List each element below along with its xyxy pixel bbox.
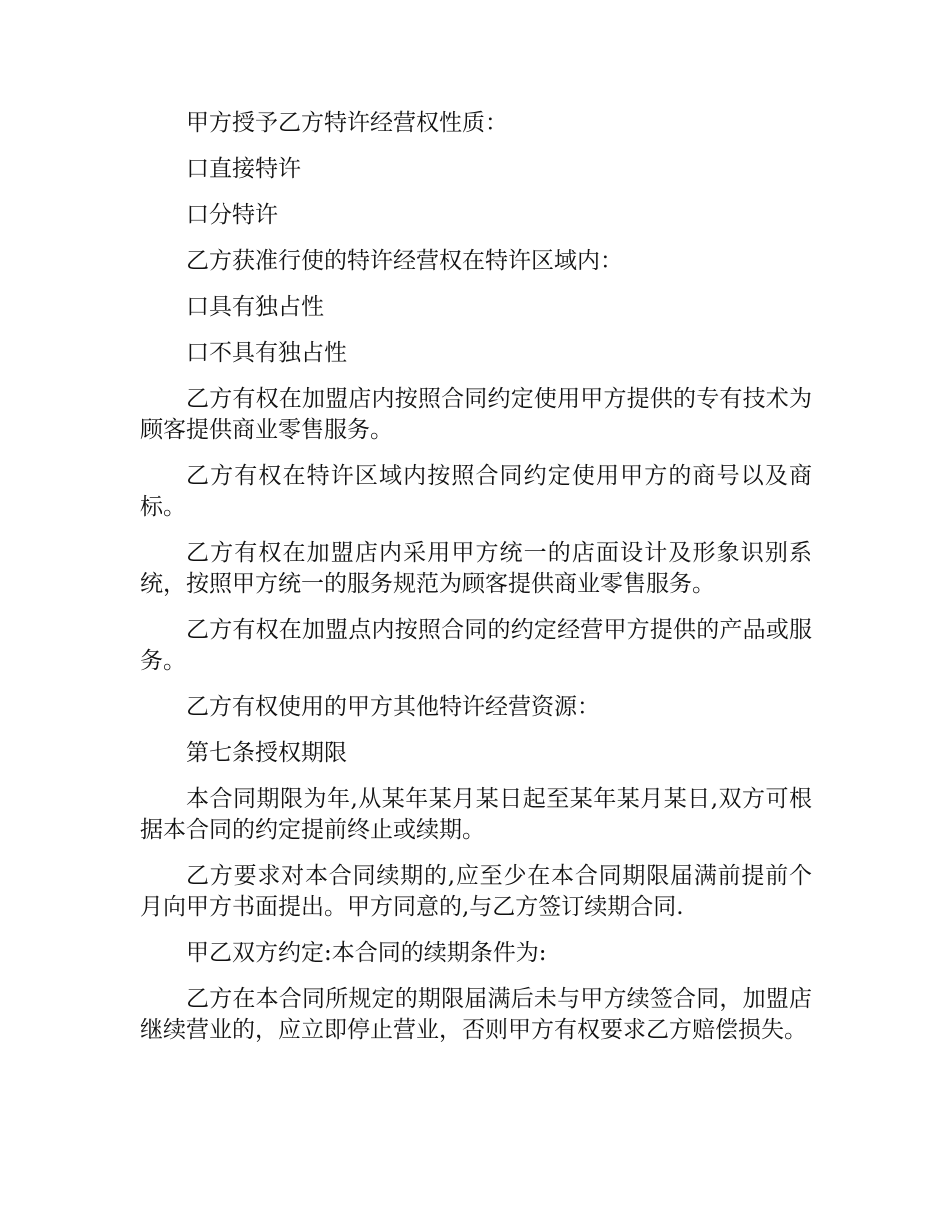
section-heading-term: 第七条授权期限 xyxy=(186,740,347,766)
paragraph-products-right: 乙方有权在加盟点内按照合同的约定经营甲方提供的产品或服务。 xyxy=(140,617,812,674)
paragraph-renewal-request: 乙方要求对本合同续期的,应至少在本合同期限届满前提前个月向甲方书面提出。甲方同意的,与乙方签订续期合同. xyxy=(140,863,812,920)
paragraph-store-design-right: 乙方有权在加盟店内采用甲方统一的店面设计及形象识别系统，按照甲方统一的服务规范为顾客提供商业零售服务。 xyxy=(140,540,812,597)
paragraph-franchise-nature: 甲方授予乙方特许经营权性质： xyxy=(186,110,508,136)
option-direct-franchise: 口直接特许 xyxy=(186,156,301,182)
option-sub-franchise: 口分特许 xyxy=(186,202,278,228)
paragraph-trademark-right: 乙方有权在特许区域内按照合同约定使用甲方的商号以及商标。 xyxy=(140,463,812,520)
paragraph-expiry-penalty: 乙方在本合同所规定的期限届满后未与甲方续签合同，加盟店继续营业的，应立即停止营业，否则甲方有权要求乙方赔偿损失。 xyxy=(140,986,812,1043)
option-non-exclusive: 口不具有独占性 xyxy=(186,340,347,366)
paragraph-contract-term: 本合同期限为年,从某年某月某日起至某年某月某日,双方可根据本合同的约定提前终止或续期。 xyxy=(140,786,812,843)
paragraph-renewal-conditions: 甲乙双方约定:本合同的续期条件为: xyxy=(186,940,547,966)
paragraph-territory: 乙方获准行使的特许经营权在特许区域内： xyxy=(186,248,623,274)
paragraph-tech-right: 乙方有权在加盟店内按照合同约定使用甲方提供的专有技术为顾客提供商业零售服务。 xyxy=(140,386,812,443)
paragraph-other-resources: 乙方有权使用的甲方其他特许经营资源： xyxy=(186,694,600,720)
option-exclusive: 口具有独占性 xyxy=(186,294,324,320)
document-body xyxy=(140,108,812,1061)
